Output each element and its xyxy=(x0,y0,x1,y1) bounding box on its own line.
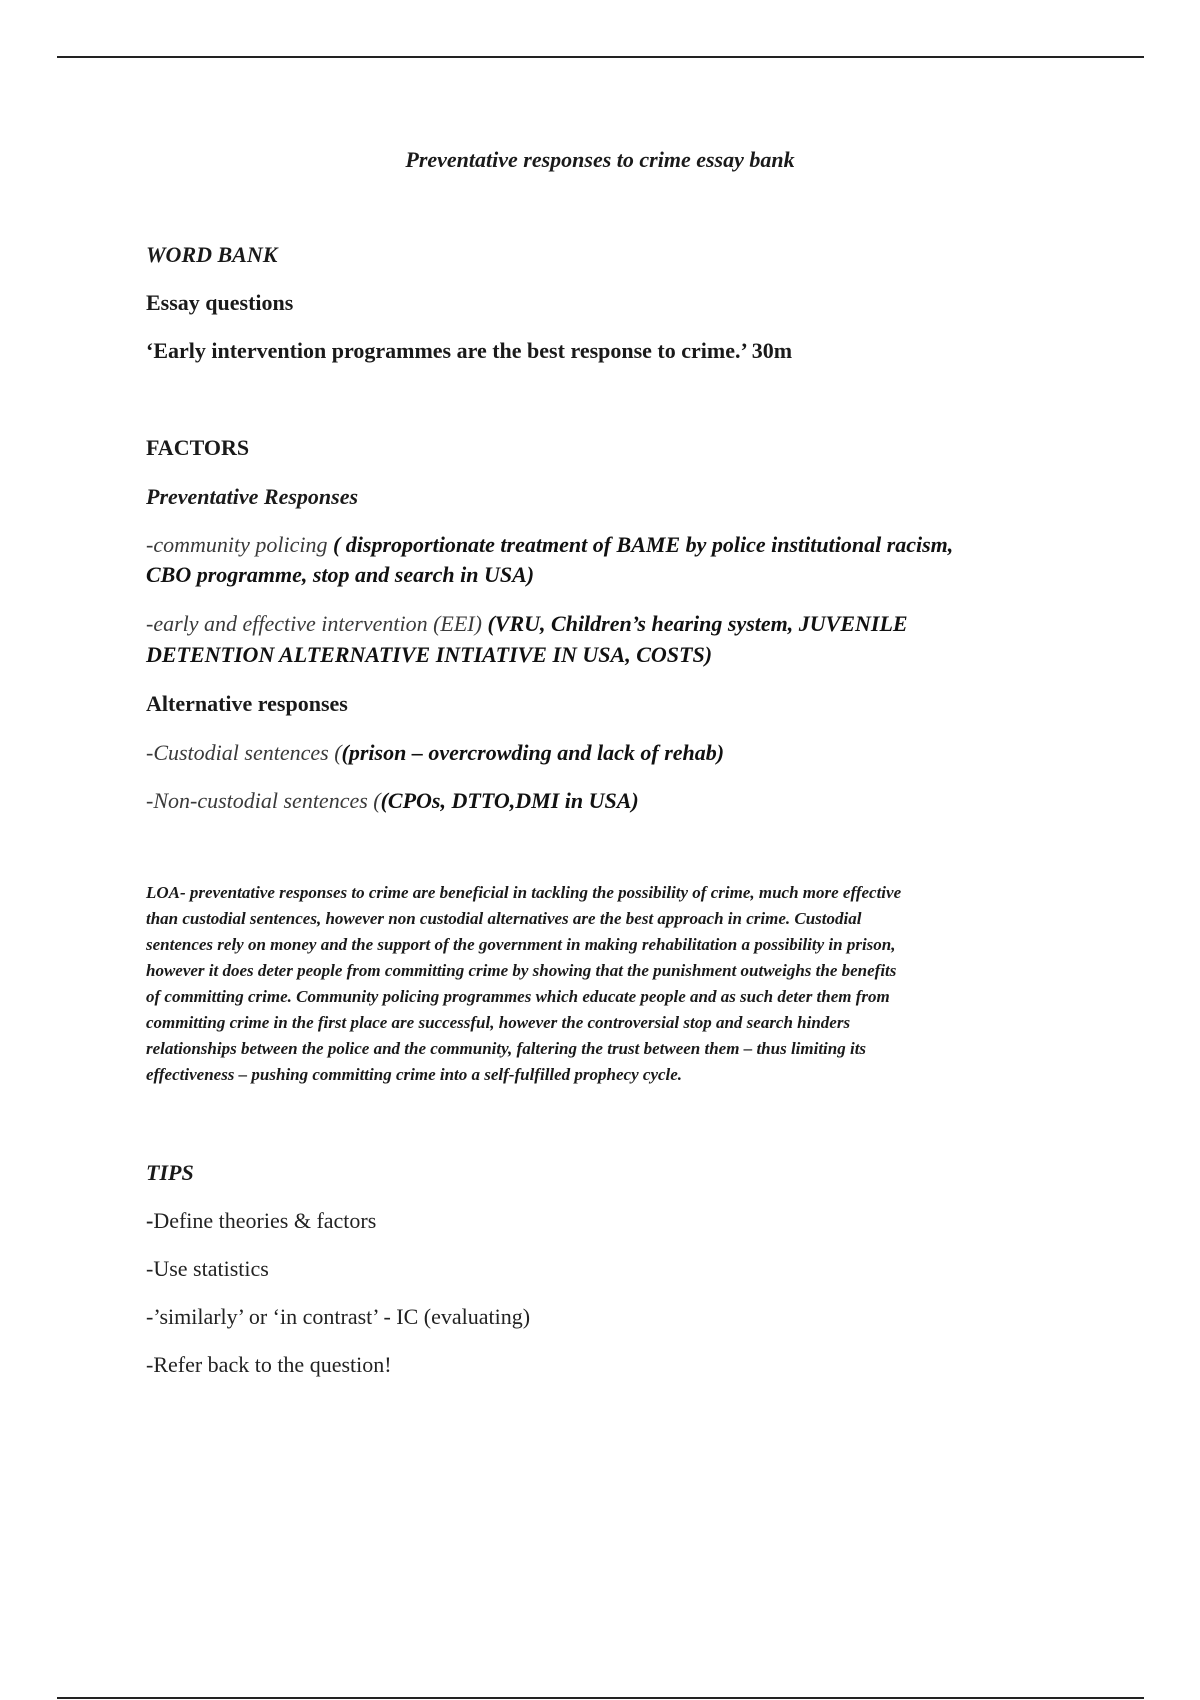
essay-question: ‘Early intervention programmes are the best response to crime.’ 30m xyxy=(146,338,793,363)
tip-item xyxy=(146,1350,1046,1380)
loa-line: sentences rely on money and the support of the government in making rehabilitation a possibility in prison, xyxy=(146,935,896,954)
loa-line: committing crime in the first place are successful, however the controversial stop and search hinders xyxy=(146,1013,851,1032)
factors-heading: FACTORS xyxy=(146,435,250,460)
bottom-rule xyxy=(57,1697,1144,1699)
loa-paragraph xyxy=(146,880,1046,1088)
tip-text: -Use statistics xyxy=(146,1256,269,1281)
tips-heading: TIPS xyxy=(146,1160,194,1185)
tip-item xyxy=(146,1302,1046,1332)
loa-line: than custodial sentences, however non custodial alternatives are the best approach in crime. Custodial xyxy=(146,909,862,928)
custodial-detail: (prison – overcrowding and lack of rehab) xyxy=(341,740,725,765)
essay-questions-heading: Essay questions xyxy=(146,290,294,315)
non-custodial-label: -Non-custodial sentences ( xyxy=(146,788,381,813)
community-policing-detail: ( disproportionate treatment of BAME by police institutional racism, xyxy=(332,532,954,557)
preventative-responses-heading: Preventative Responses xyxy=(146,484,359,509)
alternative-responses-heading: Alternative responses xyxy=(146,691,348,716)
eei-label: -early and effective intervention (EEI) xyxy=(146,611,488,636)
community-policing-line1 xyxy=(146,530,1046,560)
tip-text: -Refer back to the question! xyxy=(146,1352,392,1377)
eei-detail: (VRU, Children’s hearing system, JUVENILE xyxy=(487,611,908,636)
custodial-line xyxy=(146,738,1046,768)
tip-item xyxy=(146,1206,1046,1236)
non-custodial-line xyxy=(146,786,1046,816)
community-policing-line2: CBO programme, stop and search in USA) xyxy=(146,562,535,587)
eei-line1 xyxy=(146,609,1046,639)
loa-line: relationships between the police and the community, faltering the trust between them – thus limiting its xyxy=(146,1039,867,1058)
tip-item xyxy=(146,1254,1046,1284)
non-custodial-detail: (CPOs, DTTO,DMI in USA) xyxy=(380,788,639,813)
community-policing-label: -community policing xyxy=(146,532,333,557)
custodial-label: -Custodial sentences ( xyxy=(146,740,342,765)
tip-dash: - xyxy=(146,1208,154,1233)
eei-line2: DETENTION ALTERNATIVE INTIATIVE IN USA, COSTS) xyxy=(146,642,713,667)
document-title: Preventative responses to crime essay bank xyxy=(405,147,795,172)
top-rule xyxy=(57,56,1144,58)
word-bank-heading: WORD BANK xyxy=(146,242,278,267)
loa-line: however it does deter people from committing crime by showing that the punishment outweighs the benefits xyxy=(146,961,897,980)
tip-text: Define theories & factors xyxy=(153,1208,377,1233)
loa-line: LOA- preventative responses to crime are beneficial in tackling the possibility of crime, much more effective xyxy=(146,883,902,902)
loa-line: effectiveness – pushing committing crime into a self-fulfilled prophecy cycle. xyxy=(146,1065,683,1084)
tip-text: -’similarly’ or ‘in contrast’ - IC (evaluating) xyxy=(146,1304,531,1329)
loa-line: of committing crime. Community policing programmes which educate people and as such deter them from xyxy=(146,987,890,1006)
